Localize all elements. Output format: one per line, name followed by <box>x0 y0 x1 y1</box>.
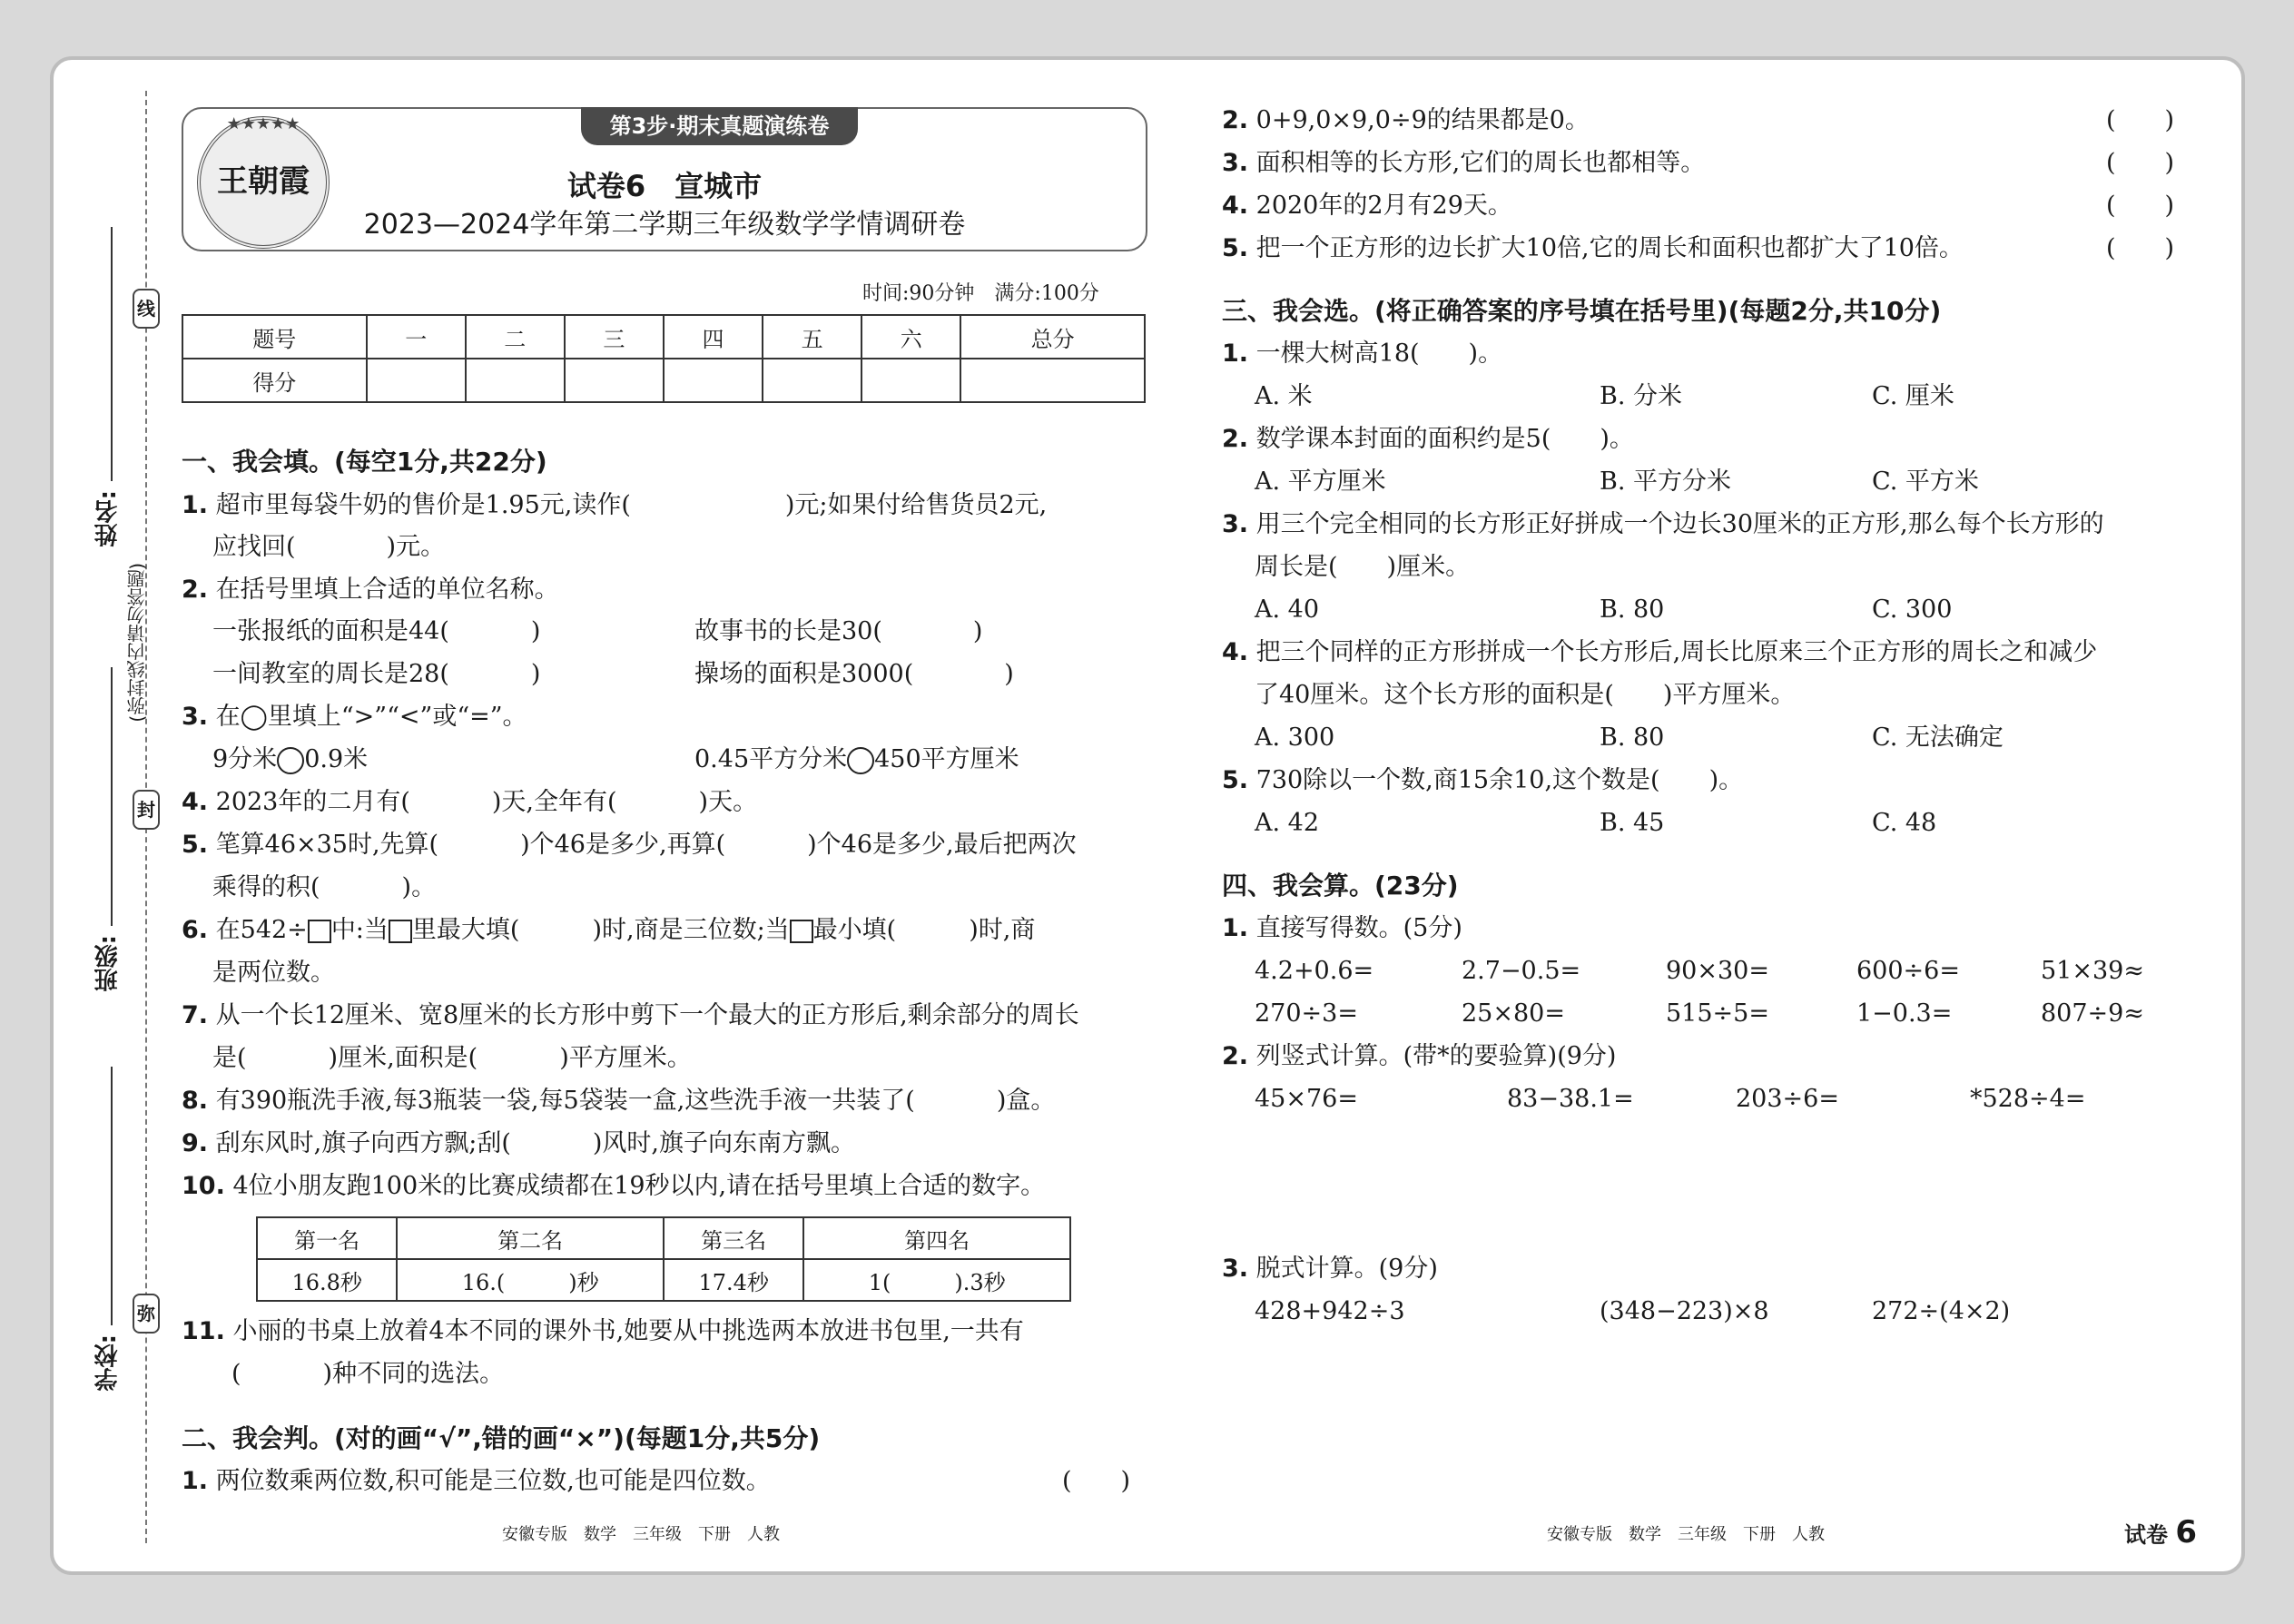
q1-5 <box>182 824 1077 866</box>
q1-text: 应找回( <box>212 533 296 561</box>
calc-q1 <box>1222 908 1462 950</box>
q4-text: )天。 <box>698 788 758 816</box>
paren: ) <box>1004 660 1014 688</box>
choice-option: A. 300 <box>1255 723 1335 752</box>
score-cell[interactable] <box>565 359 664 402</box>
q9-text: )风时,旗子向东南方飘。 <box>592 1129 855 1157</box>
oral-calc: 270÷3= <box>1255 999 1358 1028</box>
q2-item <box>694 654 1014 695</box>
paren: ) <box>972 617 983 645</box>
choice-text: 把三个同样的正方形拼成一个长方形后,周长比原来三个正方形的周长之和减少 <box>1255 638 2098 666</box>
choice-option: B. 45 <box>1600 809 1665 837</box>
q6-text: )时,商是三位数;当 <box>592 916 790 944</box>
q11-text: ( <box>231 1360 241 1388</box>
q2-text: 在括号里填上合适的单位名称。 <box>215 576 559 604</box>
question-number: 6. <box>182 916 209 944</box>
calc-q3 <box>1222 1248 1438 1290</box>
race-header-row <box>257 1217 1070 1259</box>
school-field[interactable] <box>111 1067 113 1325</box>
race-head-4: 第四名 <box>803 1217 1070 1259</box>
compare-circle[interactable] <box>277 747 304 774</box>
score-cell[interactable] <box>367 359 466 402</box>
race-head-3: 第三名 <box>664 1217 803 1259</box>
score-col-5: 五 <box>763 315 861 359</box>
q5-text: )。 <box>401 873 437 901</box>
race-time-3: 17.4秒 <box>664 1259 803 1301</box>
score-cell[interactable] <box>763 359 861 402</box>
score-col-total: 总分 <box>960 315 1145 359</box>
work-area[interactable] <box>1255 1338 2181 1492</box>
paren: ) <box>530 660 541 688</box>
q2-item <box>694 611 982 653</box>
q1-11 <box>182 1311 1024 1353</box>
race-time-text: )秒 <box>568 1269 599 1295</box>
name-field[interactable] <box>111 227 113 481</box>
work-area[interactable] <box>1255 1126 2181 1244</box>
page-label <box>2124 1514 2197 1550</box>
score-col-label: 题号 <box>182 315 367 359</box>
q8-text: )盒。 <box>996 1087 1056 1115</box>
q1-1 <box>182 485 1047 527</box>
q8-text: 有390瓶洗手液,每3瓶装一袋,每5袋装一盒,这些洗手液一共装了( <box>215 1087 915 1115</box>
question-number: 4. <box>182 788 209 816</box>
q11-text: 小丽的书桌上放着4本不同的课外书,她要从中挑选两本放进书包里,一共有 <box>232 1317 1024 1345</box>
choice-option: C. 平方米 <box>1872 468 1979 496</box>
question-number: 3. <box>1222 510 1249 538</box>
page-label-text: 试卷 <box>2124 1522 2168 1548</box>
q5-text: 乘得的积( <box>212 873 320 901</box>
q3-item-text: 450平方厘米 <box>874 745 1019 773</box>
line-tag: 线 <box>133 289 160 329</box>
q1-5-cont <box>212 867 436 909</box>
q3-item <box>694 739 1019 781</box>
section1-title: 一、我会填。(每空1分,共22分) <box>182 447 547 477</box>
q1-1-cont <box>212 527 445 568</box>
choice-option: C. 无法确定 <box>1872 723 2004 752</box>
choice-text: 用三个完全相同的长方形正好拼成一个边长30厘米的正方形,那么每个长方形的 <box>1255 510 2104 538</box>
question-number: 11. <box>182 1317 225 1345</box>
q2-item <box>212 654 540 695</box>
q1-2 <box>182 569 559 611</box>
q6-text: 在542÷ <box>215 916 308 944</box>
choice-q2 <box>1222 418 1634 460</box>
seal-tag: 封 <box>133 790 160 830</box>
score-cell[interactable] <box>664 359 763 402</box>
class-field[interactable] <box>111 667 113 926</box>
q1-6-cont: 是两位数。 <box>212 959 335 987</box>
section4-title: 四、我会算。(23分) <box>1222 871 1459 901</box>
calc-text: 列竖式计算。(带*的要验算)(9分) <box>1255 1042 1617 1070</box>
question-number: 3. <box>1222 149 1249 177</box>
q5-text: )个46是多少,最后把两次 <box>807 831 1077 859</box>
q1-3 <box>182 696 527 738</box>
judge-q2 <box>1222 100 1590 142</box>
oral-calc: 1−0.3= <box>1856 999 1953 1028</box>
choice-q3 <box>1222 504 2104 546</box>
oral-calc: 807÷9≈ <box>2041 999 2144 1028</box>
judge-answer-box[interactable]: ( ) <box>1062 1467 1131 1495</box>
question-number: 1. <box>182 491 209 519</box>
score-cell[interactable] <box>466 359 565 402</box>
oral-calc: 90×30= <box>1666 957 1769 985</box>
page-number: 6 <box>2175 1514 2198 1550</box>
q7-text: 从一个长12厘米、宽8厘米的长方形中剪下一个最大的正方形后,剩余部分的周长 <box>215 1001 1079 1029</box>
section2-title: 二、我会判。(对的画“√”,错的画“×”)(每题1分,共5分) <box>182 1423 821 1453</box>
question-number: 1. <box>1222 914 1249 942</box>
oral-calc: 2.7−0.5= <box>1462 957 1581 985</box>
choice-q5 <box>1222 760 1743 802</box>
choice-text: 730除以一个数,商15余10,这个数是( )。 <box>1255 766 1744 794</box>
digit-box <box>389 920 412 943</box>
q3-item-text: 9分米 <box>212 745 278 773</box>
logo-text: 王朝霞 <box>217 163 310 200</box>
oral-calc: 51×39≈ <box>2041 957 2144 985</box>
footer-edition-left: 安徽专版 数学 三年级 下册 人教 <box>502 1525 780 1544</box>
q2-item-text: 一间教室的周长是28( <box>212 660 449 688</box>
question-number: 8. <box>182 1087 209 1115</box>
step-banner: 第3步·期末真题演练卷 <box>581 107 858 145</box>
q2-item-text: 故事书的长是30( <box>694 617 882 645</box>
school-label: 学校: <box>94 1334 122 1392</box>
q2-item-text: 操场的面积是3000( <box>694 660 914 688</box>
choice-option: B. 平方分米 <box>1600 468 1732 496</box>
q5-text: )个46是多少,再算( <box>520 831 726 859</box>
race-time-2 <box>397 1259 664 1301</box>
q10-text: 4位小朋友跑100米的比赛成绩都在19秒以内,请在括号里填上合适的数字。 <box>232 1172 1046 1200</box>
judge-answer-box[interactable]: ( ) <box>2106 149 2175 177</box>
choice-option: C. 48 <box>1872 809 1937 837</box>
q7-text: )厘米,面积是( <box>328 1044 478 1072</box>
question-number: 10. <box>182 1172 225 1200</box>
judge-text: 0+9,0×9,0÷9的结果都是0。 <box>1255 106 1590 134</box>
time-score-info: 时间:90分钟 满分:100分 <box>862 282 1099 305</box>
question-number: 5. <box>1222 766 1249 794</box>
section3-title: 三、我会选。(将正确答案的序号填在括号里)(每题2分,共10分) <box>1222 296 1942 326</box>
q1-6 <box>182 910 1035 951</box>
vertical-calc: *528÷4= <box>1970 1085 2086 1113</box>
judge-q1 <box>182 1461 771 1502</box>
q1-text: 超市里每袋牛奶的售价是1.95元,读作( <box>215 491 631 519</box>
no-answer-warning: (弥封线内请勿答题) <box>126 563 148 723</box>
q2-item <box>212 611 540 653</box>
q9-text: 刮东风时,旗子向西方飘;刮( <box>215 1129 511 1157</box>
score-table-row <box>182 359 1145 402</box>
question-number: 3. <box>1222 1255 1249 1283</box>
q1-9 <box>182 1123 855 1165</box>
question-number: 2. <box>1222 425 1249 453</box>
question-number: 7. <box>182 1001 209 1029</box>
choice-option: A. 40 <box>1255 595 1320 624</box>
race-head-2: 第二名 <box>397 1217 664 1259</box>
oral-calc: 515÷5= <box>1666 999 1769 1028</box>
compare-circle[interactable] <box>847 747 874 774</box>
answer-blank[interactable] <box>631 493 785 520</box>
q1-4 <box>182 782 757 823</box>
judge-text: 两位数乘两位数,积可能是三位数,也可能是四位数。 <box>215 1467 771 1495</box>
choice-option: B. 80 <box>1600 595 1665 624</box>
name-label: 姓名: <box>94 490 122 547</box>
q1-text: )元;如果付给售货员2元, <box>784 491 1048 519</box>
choice-option: A. 平方厘米 <box>1255 468 1386 496</box>
question-number: 4. <box>1222 638 1249 666</box>
oral-calc: 25×80= <box>1462 999 1565 1028</box>
calc-text: 直接写得数。(5分) <box>1255 914 1462 942</box>
vertical-calc: 203÷6= <box>1736 1085 1839 1113</box>
score-table <box>182 314 1146 403</box>
question-number: 4. <box>1222 192 1249 220</box>
judge-q3 <box>1222 143 1705 184</box>
race-time-text: 16.( <box>461 1269 506 1295</box>
choice-option: C. 厘米 <box>1872 382 1954 410</box>
q1-7 <box>182 995 1079 1037</box>
q1-8 <box>182 1080 1055 1122</box>
choice-text: 数学课本封面的面积约是5( )。 <box>1255 425 1634 453</box>
class-label: 班级: <box>94 935 122 992</box>
calc-q2 <box>1222 1036 1616 1078</box>
paper-header <box>182 107 1147 251</box>
choice-option: A. 米 <box>1255 382 1313 410</box>
race-time-row <box>257 1259 1070 1301</box>
stamp-tag: 弥 <box>133 1294 160 1334</box>
digit-box <box>308 920 331 943</box>
q11-text: )种不同的选法。 <box>322 1360 505 1388</box>
score-col-2: 二 <box>466 315 565 359</box>
paper-subtitle: 2023—2024学年第二学期三年级数学学情调研卷 <box>363 209 966 241</box>
judge-q5 <box>1222 228 1964 270</box>
q5-text: 笔算46×35时,先算( <box>215 831 439 859</box>
judge-text: 把一个正方形的边长扩大10倍,它的周长和面积也都扩大了10倍。 <box>1255 234 1964 262</box>
q6-text: 里最大填( <box>411 916 520 944</box>
q6-text: 最小填( <box>812 916 897 944</box>
oral-calc: 4.2+0.6= <box>1255 957 1374 985</box>
judge-answer-box[interactable]: ( ) <box>2106 192 2175 220</box>
q7-text: )平方厘米。 <box>559 1044 692 1072</box>
question-number: 5. <box>182 831 209 859</box>
question-number: 9. <box>182 1129 209 1157</box>
score-col-1: 一 <box>367 315 466 359</box>
step-calc: 428+942÷3 <box>1255 1297 1405 1325</box>
question-number: 5. <box>1222 234 1249 262</box>
q1-10 <box>182 1166 1045 1207</box>
star-icon: ★★★★★ <box>226 114 300 133</box>
choice-option: C. 300 <box>1872 595 1953 624</box>
score-col-6: 六 <box>861 315 960 359</box>
score-cell[interactable] <box>861 359 960 402</box>
choice-text: 一棵大树高18( )。 <box>1255 340 1503 368</box>
q1-text: )元。 <box>386 533 446 561</box>
race-time-4 <box>803 1259 1070 1301</box>
paper-title: 试卷6 宣城市 <box>566 169 763 203</box>
q3-item <box>212 739 368 781</box>
choice-q4 <box>1222 632 2097 674</box>
q3-item-text: 0.45平方分米 <box>694 745 848 773</box>
judge-q4 <box>1222 185 1512 227</box>
footer-edition-right: 安徽专版 数学 三年级 下册 人教 <box>1547 1525 1825 1544</box>
score-col-3: 三 <box>565 315 664 359</box>
choice-option: B. 分米 <box>1600 382 1683 410</box>
choice-q1 <box>1222 333 1502 375</box>
q6-text: )时,商 <box>969 916 1036 944</box>
score-cell[interactable] <box>960 359 1145 402</box>
judge-answer-box[interactable]: ( ) <box>2106 106 2175 134</box>
q7-text: 是( <box>212 1044 247 1072</box>
judge-answer-box[interactable]: ( ) <box>2106 234 2175 262</box>
vertical-calc: 45×76= <box>1255 1085 1358 1113</box>
q3-item-text: 0.9米 <box>304 745 369 773</box>
digit-box <box>790 920 813 943</box>
q1-11-cont <box>231 1353 504 1395</box>
question-number: 1. <box>182 1467 209 1495</box>
question-number: 2. <box>1222 1042 1249 1070</box>
q2-item-text: 一张报纸的面积是44( <box>212 617 449 645</box>
q3-text: 在◯里填上“>”“<”或“=”。 <box>215 703 527 731</box>
question-number: 2. <box>182 576 209 604</box>
race-time-text: ).3秒 <box>954 1269 1006 1295</box>
judge-text: 面积相等的长方形,它们的周长也都相等。 <box>1255 149 1706 177</box>
question-number: 1. <box>1222 340 1249 368</box>
question-number: 2. <box>1222 106 1249 134</box>
race-time-1: 16.8秒 <box>257 1259 397 1301</box>
choice-q3-cont: 周长是( )厘米。 <box>1255 553 1471 581</box>
question-number: 3. <box>182 703 209 731</box>
vertical-calc: 83−38.1= <box>1507 1085 1634 1113</box>
step-calc: (348−223)×8 <box>1600 1297 1769 1325</box>
choice-option: B. 80 <box>1600 723 1665 752</box>
choice-option: A. 42 <box>1255 809 1320 837</box>
race-head-1: 第一名 <box>257 1217 397 1259</box>
score-row-label: 得分 <box>182 359 367 402</box>
score-col-4: 四 <box>664 315 763 359</box>
q4-text: 2023年的二月有( <box>215 788 410 816</box>
oral-calc: 600÷6= <box>1856 957 1960 985</box>
q1-7-cont <box>212 1038 692 1079</box>
q6-text: 中:当 <box>330 916 389 944</box>
choice-q4-cont: 了40厘米。这个长方形的面积是( )平方厘米。 <box>1255 681 1796 709</box>
paren: ) <box>530 617 541 645</box>
calc-text: 脱式计算。(9分) <box>1255 1255 1438 1283</box>
judge-text: 2020年的2月有29天。 <box>1255 192 1512 220</box>
q4-text: )天,全年有( <box>491 788 617 816</box>
race-results-table <box>256 1216 1071 1302</box>
race-time-text: 1( <box>868 1269 891 1295</box>
score-table-header <box>182 315 1145 359</box>
step-calc: 272÷(4×2) <box>1872 1297 2011 1325</box>
